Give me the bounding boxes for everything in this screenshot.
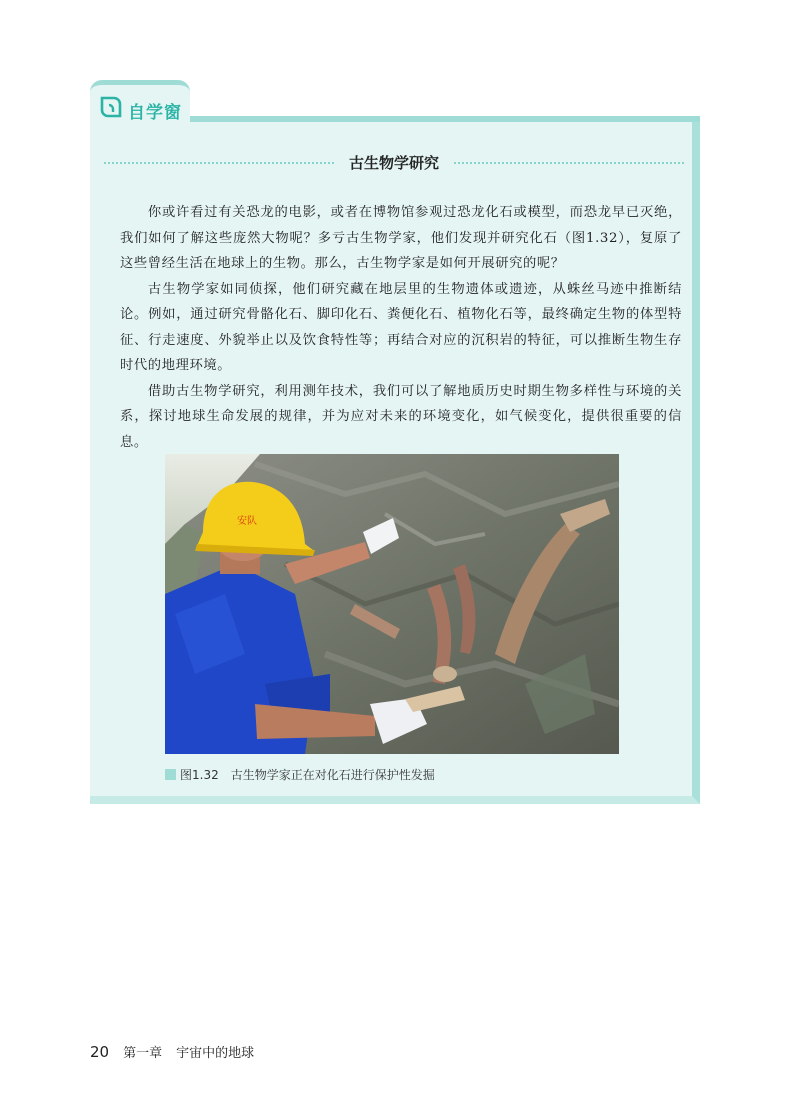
page-number: 20 [90, 1043, 110, 1061]
paragraph: 你或许看过有关恐龙的电影，或者在博物馆参观过恐龙化石或模型，而恐龙早已灭绝，我们如何了解这些庞然大物呢？多亏古生物学家，他们发现并研究化石（图1.32），复原了这些曾经生活在地球上的生物。那么，古生物学家是如何开展研究的呢？ [120, 205, 682, 271]
helmet-text: 安队 [237, 516, 257, 527]
box-title: 古生物学研究 [348, 154, 439, 172]
page-footer [90, 1042, 254, 1061]
chapter-title: 宇宙中的地球 [176, 1046, 255, 1061]
paragraph: 借助古生物学研究，利用测年技术，我们可以了解地质历史时期生物多样性与环境的关系，探讨地球生命发展的规律，并为应对未来的环境变化，如气候变化，提供很重要的信息。 [120, 383, 682, 450]
self-study-icon [96, 94, 124, 122]
chapter-label: 第一章 [123, 1046, 163, 1061]
tab-label: 自学窗 [128, 103, 182, 123]
title-row [104, 150, 684, 176]
figure-caption [165, 766, 435, 783]
caption-marker [165, 769, 176, 780]
box-top-border [188, 116, 700, 122]
title-divider-right [454, 162, 684, 164]
fossil-excavation-photo [165, 454, 619, 754]
caption-text: 图1.32 古生物学家正在对化石进行保护性发掘 [180, 768, 435, 782]
body-text [120, 200, 682, 455]
paragraph: 古生物学家如同侦探，他们研究藏在地层里的生物遗体或遗迹，从蛛丝马迹中推断结论。例如，通过研究骨骼化石、脚印化石、粪便化石、植物化石等，最终确定生物的体型特征、行走速度、外貌举止以及饮食特性等；再结合对应的沉积岩的特征，可以推断生物生存时代的地理环境。 [120, 281, 682, 373]
